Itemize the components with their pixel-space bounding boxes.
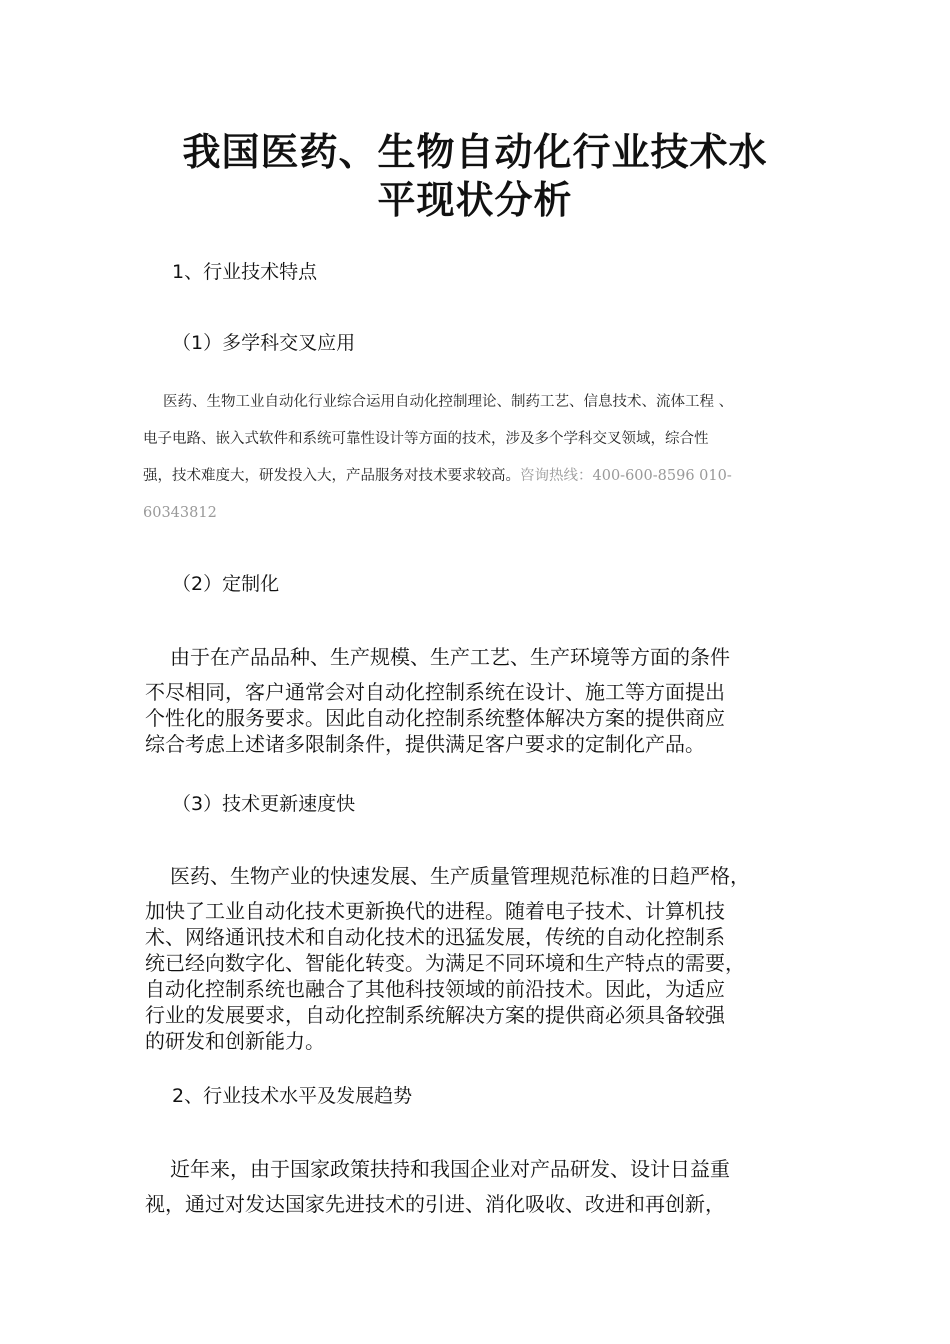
- paragraph-line: 视，通过对发达国家先进技术的引进、消化吸收、改进和再创新，: [145, 1192, 725, 1216]
- hotline-continuation: 60343812: [143, 505, 217, 521]
- section-2-heading: 2、行业技术水平及发展趋势: [172, 1085, 413, 1107]
- section-1-2-heading: （2）定制化: [172, 573, 280, 595]
- paragraph-line: 行业的发展要求，自动化控制系统解决方案的提供商必须具备较强: [145, 1003, 725, 1027]
- section-1-3-body: [145, 863, 805, 1054]
- paragraph-line: 综合考虑上述诸多限制条件，提供满足客户要求的定制化产品。: [145, 732, 705, 756]
- section-1-heading: 1、行业技术特点: [172, 261, 318, 283]
- paragraph-line: 近年来，由于国家政策扶持和我国企业对产品研发、设计日益重: [170, 1157, 730, 1181]
- paragraph-line: 医药、生物产业的快速发展、生产质量管理规范标准的日趋严格，: [170, 864, 750, 888]
- title-line-1: 我国医药、生物自动化行业技术水: [182, 130, 768, 174]
- paragraph-line: 由于在产品品种、生产规模、生产工艺、生产环境等方面的条件: [170, 645, 730, 669]
- section-1-1-heading: （1）多学科交叉应用: [172, 332, 356, 354]
- paragraph-line: 不尽相同，客户通常会对自动化控制系统在设计、施工等方面提出: [145, 680, 725, 704]
- hotline-text: 咨询热线：400-600-8596 010-: [520, 468, 732, 484]
- paragraph-line: 电子电路、嵌入式软件和系统可靠性设计等方面的技术，涉及多个学科交叉领域，综合性: [143, 431, 709, 447]
- section-1-1-body: [143, 384, 811, 532]
- paragraph-line: 个性化的服务要求。因此自动化控制系统整体解决方案的提供商应: [145, 706, 725, 730]
- title-line-2: 平现状分析: [377, 178, 573, 222]
- section-1-3-heading: （3）技术更新速度快: [172, 793, 356, 815]
- paragraph-line: [143, 458, 811, 495]
- paragraph-line: 统已经向数字化、智能化转变。为满足不同环境和生产特点的需要，: [145, 951, 745, 975]
- paragraph-line: 的研发和创新能力。: [145, 1029, 325, 1053]
- paragraph-line: 术、网络通讯技术和自动化技术的迅猛发展，传统的自动化控制系: [145, 925, 725, 949]
- paragraph-text: 强，技术难度大，研发投入大，产品服务对技术要求较高。: [143, 468, 520, 484]
- paragraph-line: 加快了工业自动化技术更新换代的进程。随着电子技术、计算机技: [145, 899, 725, 923]
- paragraph-line: 自动化控制系统也融合了其他科技领域的前沿技术。因此，为适应: [145, 977, 725, 1001]
- document-title: [120, 128, 830, 224]
- section-1-2-body: [145, 644, 805, 757]
- section-2-body: [145, 1156, 805, 1217]
- paragraph-line: 医药、生物工业自动化行业综合运用自动化控制理论、制药工艺、信息技术、流体工程 、: [163, 394, 734, 410]
